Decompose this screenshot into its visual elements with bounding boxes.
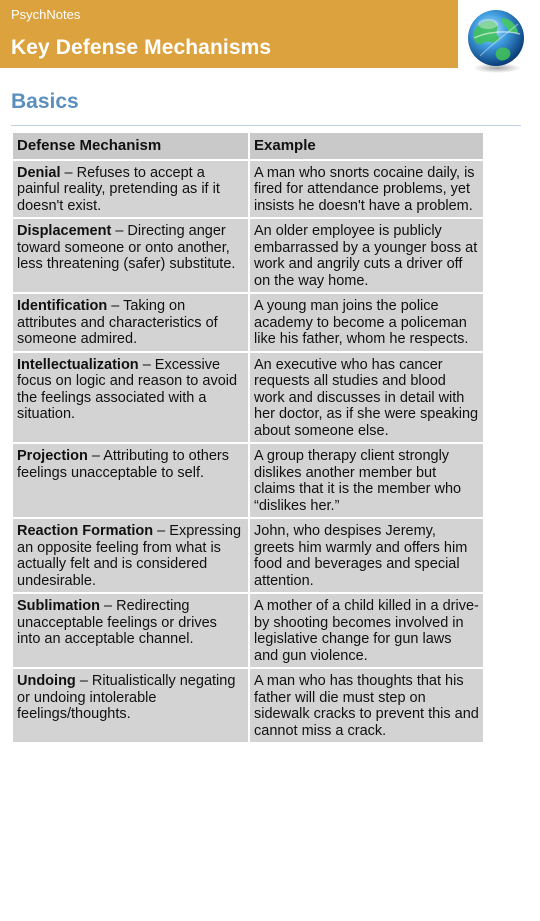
column-header-mechanism: Defense Mechanism xyxy=(13,133,248,159)
example-cell: A man who has thoughts that his father will die must step on sidewalk cracks to prevent this and cannot miss a crack. xyxy=(250,669,483,742)
globe-icon[interactable] xyxy=(460,4,532,76)
table-row xyxy=(13,444,483,517)
mechanism-definition: – Expressing an opposite feeling from what is actually felt and is considered undesirable. xyxy=(17,523,242,589)
example-cell: A group therapy client strongly dislikes another member but claims that it is the member who “dislikes her.” xyxy=(250,444,483,517)
mechanism-term: Undoing xyxy=(17,673,76,689)
mechanism-cell xyxy=(13,594,248,667)
section-title: Basics xyxy=(11,90,79,113)
mechanism-cell xyxy=(13,161,248,218)
mechanism-term: Identification xyxy=(17,298,108,314)
mechanism-definition: – Taking on attributes and characteristics of someone admired. xyxy=(17,298,218,347)
example-cell: John, who despises Jeremy, greets him warmly and offers him food and beverages and special attention. xyxy=(250,519,483,592)
mechanism-definition: – Ritualistically negating or undoing intolerable feelings/thoughts. xyxy=(17,673,236,722)
mechanism-definition: – Refuses to accept a painful reality, pretending as if it doesn't exist. xyxy=(17,164,220,214)
table-row xyxy=(13,519,483,592)
mechanism-definition: – Redirecting unacceptable feelings or drives into an acceptable channel. xyxy=(17,598,217,647)
table-row xyxy=(13,294,483,351)
table-row xyxy=(13,219,483,292)
mechanism-cell xyxy=(13,669,248,742)
section-divider xyxy=(11,125,521,126)
column-header-example: Example xyxy=(250,133,483,159)
mechanism-cell xyxy=(13,353,248,443)
mechanism-term: Sublimation xyxy=(17,598,100,614)
mechanism-cell xyxy=(13,519,248,592)
mechanism-cell xyxy=(13,294,248,351)
example-cell: A mother of a child killed in a drive-by shooting becomes involved in legislative change for gun laws and gun violence. xyxy=(250,594,483,667)
mechanism-term: Displacement xyxy=(17,223,112,239)
app-header xyxy=(0,0,458,68)
mechanism-cell xyxy=(13,444,248,517)
example-cell: A young man joins the police academy to become a policeman like his father, whom he respects. xyxy=(250,294,483,351)
table-row xyxy=(13,594,483,667)
app-name: PsychNotes xyxy=(11,7,81,22)
table-row xyxy=(13,353,483,443)
table-header-row xyxy=(13,133,483,159)
mechanism-term: Denial xyxy=(17,164,61,181)
example-cell: An older employee is publicly embarrassed by a younger boss at work and angrily cuts a driver off on the way home. xyxy=(250,219,483,292)
defense-mechanisms-table xyxy=(11,131,485,744)
table-row xyxy=(13,669,483,742)
mechanism-definition: – Attributing to others feelings unacceptable to self. xyxy=(17,448,229,481)
mechanism-term: Projection xyxy=(17,448,88,464)
example-cell: A man who snorts cocaine daily, is fired for attendance problems, yet insists he doesn't have a problem. xyxy=(250,161,483,218)
mechanism-term: Reaction Formation xyxy=(17,523,154,539)
page-title: Key Defense Mechanisms xyxy=(11,36,272,59)
example-cell: An executive who has cancer requests all studies and blood work and discusses in detail with her doctor, as if she were speaking about someone else. xyxy=(250,353,483,443)
mechanism-term: Intellectualization xyxy=(17,356,139,373)
table-row xyxy=(13,161,483,218)
mechanism-cell xyxy=(13,219,248,292)
mechanism-definition: – Excessive focus on logic and reason to avoid the feelings associated with a situation. xyxy=(17,356,238,422)
mechanism-definition: – Directing anger toward someone or onto another, less threatening (safer) substitute. xyxy=(17,223,236,272)
